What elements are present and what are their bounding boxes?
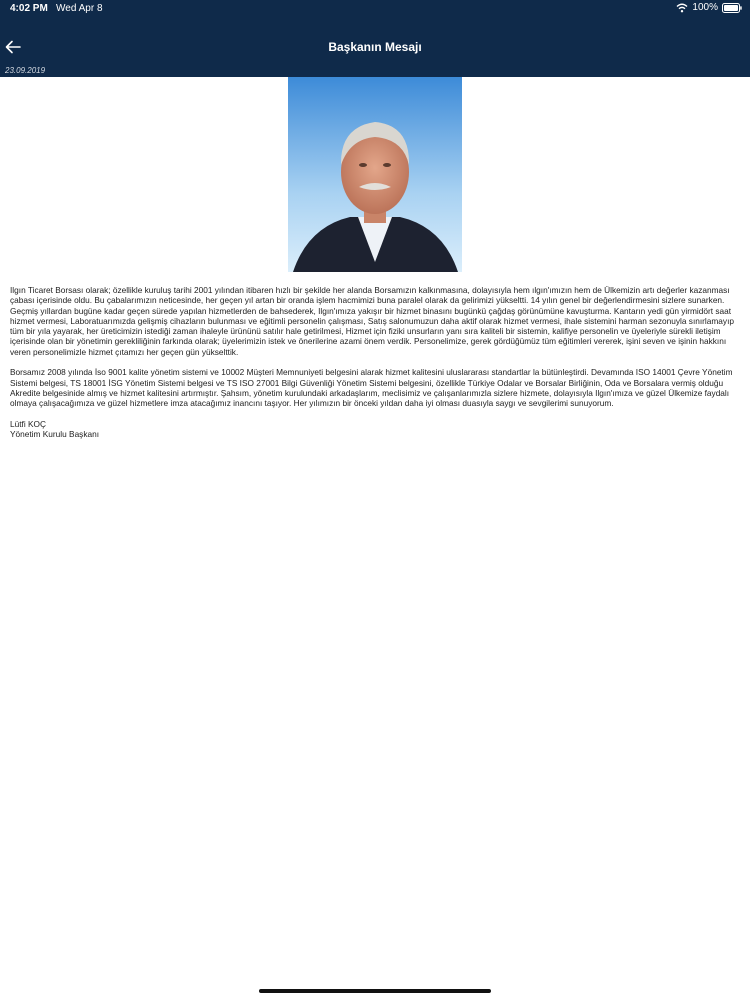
wifi-icon	[676, 3, 688, 13]
battery-icon	[722, 3, 742, 13]
status-time: 4:02 PM	[10, 3, 48, 14]
status-date: Wed Apr 8	[56, 3, 103, 14]
president-photo	[288, 77, 462, 272]
battery-percent: 100%	[692, 2, 718, 13]
page-title: Başkanın Mesajı	[328, 40, 422, 54]
post-date: 23.09.2019	[5, 66, 46, 75]
home-indicator[interactable]	[259, 989, 491, 993]
header-bar	[0, 0, 750, 77]
signature	[10, 419, 738, 440]
message-paragraph: Borsamız 2008 yılında İso 9001 kalite yönetim sistemi ve 10002 Müşteri Memnuniyeti belgesini alarak hizmet kalitesini uluslararası standartlar la bütünleştirdi. Devamında ISO 14001 Çevre Yönetim Sistemi belgesi, TS 18001 İSG Yönetim Sistemi belgesi ve TS ISO 27001 Bilgi Güvenliği Yönetim Sistemi belgesini, özellikle Türkiye Odalar ve Borsalar Birliğinin, Oda ve Borsalara vermiş olduğu Akredite belgesinide almış ve hizmet kalitesini artırmıştır. Şahsım, yönetim kurulundaki arkadaşlarım, meclisimiz ve çalışanlarımızla sizlere hizmete, dolayısıyla Ilgın'ımıza ve güzel Ülkemize faydalı olmaya çalışacağımıza ve güzel hizmetlere imza atacağımız inancını taşıyor. Her yılımızın bir önceki yıldan daha iyi olması duasıyla saygı ve sevgilerimi sunuyorum.	[10, 367, 733, 409]
signature-name: Lütfi KOÇ	[10, 418, 46, 429]
message-body	[10, 285, 738, 450]
message-paragraph: Ilgın Ticaret Borsası olarak; özellikle kuruluş tarihi 2001 yılından itibaren hızlı bir şekilde her alanda Borsamızın kalkınmasına, dolayısıyla hem ılgın'ımızın hem de Ülkemizin artı değerler kazanması çabası içerisinde oldu. Bu çabalarımızın neticesinde, her geçen yıl artan bir oranda işlem hacmimizi buna paralel olarak da gelirimizi yükseltti. 14 yılın genel bir değerlendirmesini sizlere sunarken. Geçmiş yıllardan bugüne kadar geçen sürede yapılan hizmetlerden de bahsederek, Ilgın'ımıza yakışır bir hizmet binasını bugünkü çağdaş görünümüne kavuşturma. Kantarın yedi gün yirmidört saat hizmet vermesi, Laboratuarımızda gelişmiş cihazların bulunması ve eğitimli personelin çalışması, Satış salonumuzun daha aktif olarak hizmet vermesi, ihale sistemini harman sezonuyla sınırlamayıp tüm bir yıla yayarak, her üreticimizin istediği zaman ihaleyle ürününü satılır hale getirilmesi, Hizmet için fiziki unsurların yanı sıra kaliteli bir sistemin, kalifiye personelin ve üyeleriyle sürekli iletişim içerisinde olan bir yönetimin gerekliliğinin farkında olarak; üyelerimizin istek ve önerilerine azami önem verdik. Personelimize, gerek gördüğümüz tüm eğitimleri vererek, işini seven ve işinin hakkını veren personelimizle hizmet çıtamızı her geçen gün yükselttik.	[10, 285, 734, 357]
president-portrait	[288, 77, 462, 272]
signature-title: Yönetim Kurulu Başkanı	[10, 429, 100, 440]
status-indicators	[676, 2, 742, 13]
